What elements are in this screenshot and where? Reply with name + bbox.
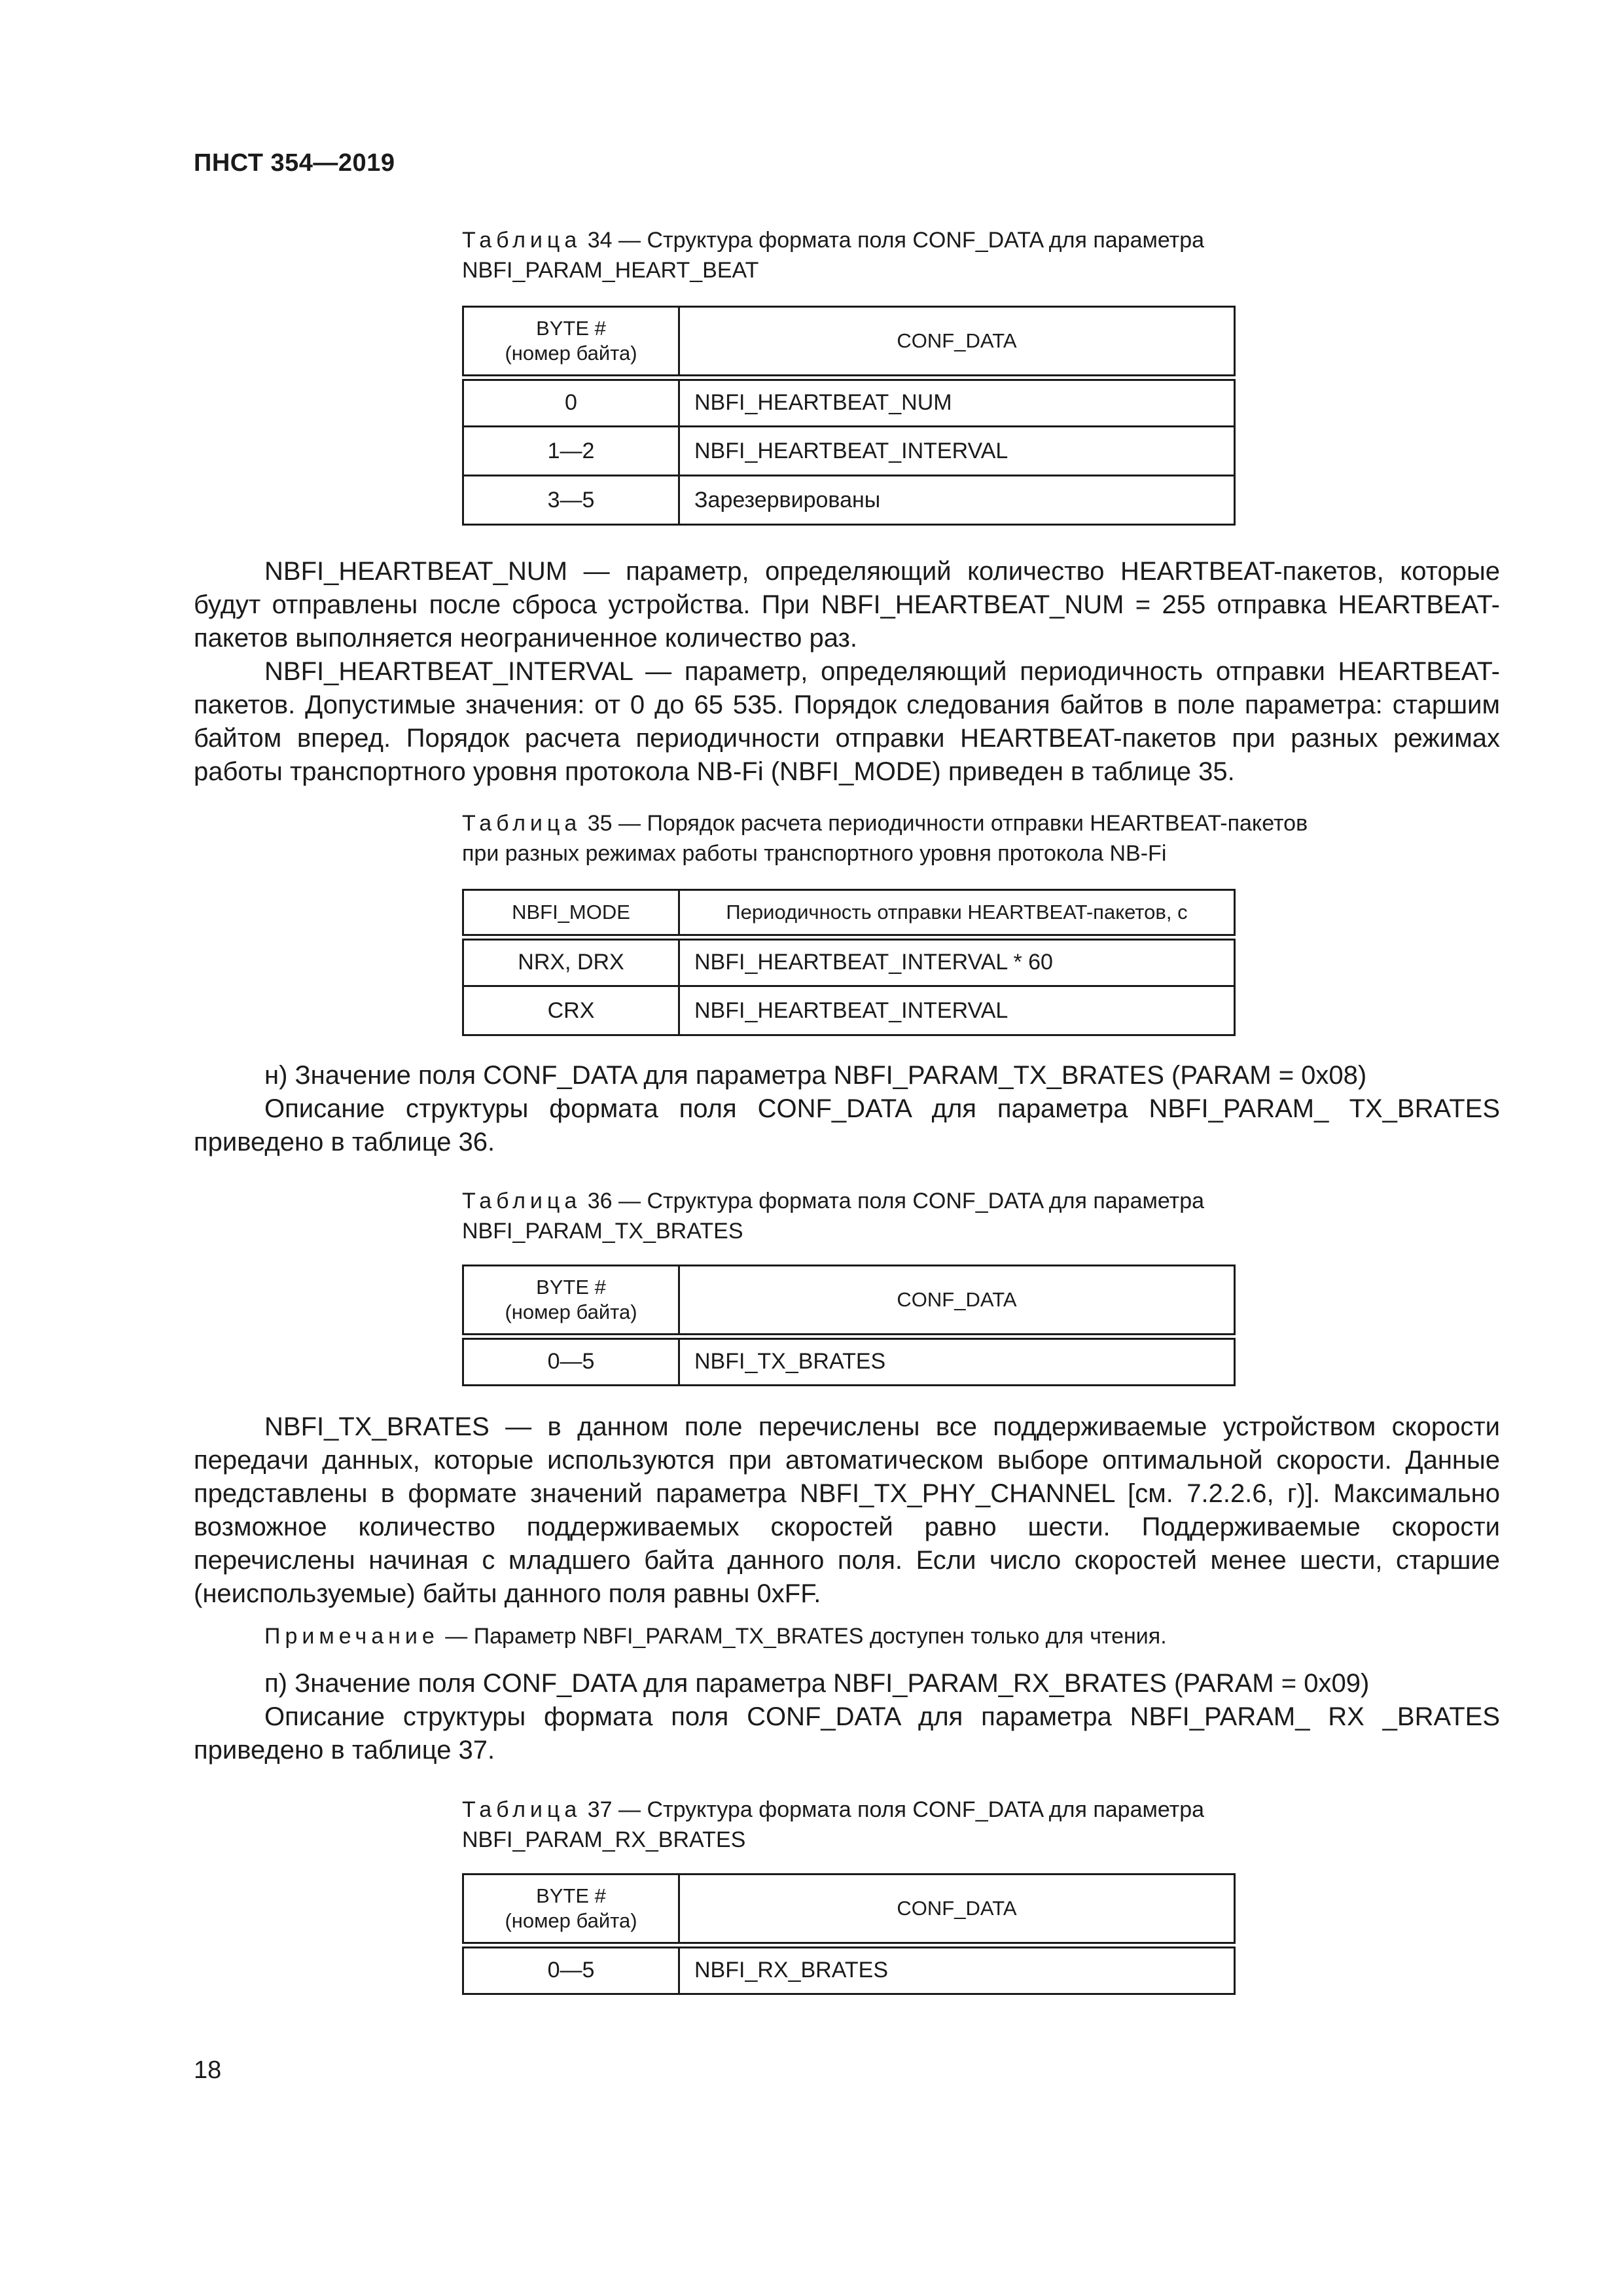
table-36 [462,1265,1236,1386]
paragraph: NBFI_HEARTBEAT_INTERVAL — параметр, определяющий периодичность отправки HEARTBEAT-пакетов. Допустимые значения: от 0 до 65 535. Порядок следования байтов в поле параметра: старшим байтом вперед. Порядок расчета периодичности отправки HEARTBEAT-пакетов при разных режимах работы транспортного уровня протокола NB-Fi (NBFI_MODE) приведен в таблице 35. [194,657,1500,786]
table-caption-label: Таблица [462,228,582,253]
header-text: BYTE # [536,316,606,340]
cell-value: NBFI_RX_BRATES [679,1945,1235,1994]
text-block-tx-brates-desc [194,1410,1500,1611]
note-text: — Параметр NBFI_PARAM_TX_BRATES доступен только для чтения. [445,1624,1167,1649]
paragraph: NBFI_HEARTBEAT_NUM — параметр, определяющий количество HEARTBEAT-пакетов, которые будут отправлены после сброса устройства. При NBFI_HEARTBEAT_NUM = 255 отправка HEARTBEAT-пакетов выполняется неограниченное количество раз. [194,557,1500,653]
header-text: (номер байта) [505,1909,637,1932]
header-text: BYTE # [536,1275,606,1299]
cell-byte: 1—2 [463,427,679,476]
header-cell-conf-data: CONF_DATA [679,1266,1235,1336]
header-text: (номер байта) [505,341,637,365]
table-37 [462,1873,1236,1995]
table-header-row [463,890,1235,937]
header-cell-byte [463,1266,679,1336]
paragraph: NBFI_TX_BRATES — в данном поле перечислены все поддерживаемые устройством скорости передачи данных, которые используются при автоматическом выборе оптимальной скорости. Данные представлены в формате значений параметра NBFI_TX_PHY_CHANNEL [см. 7.2.2.6, г)]. Максимально возможное количество поддерживаемых скоростей равно шести. Поддерживаемые скорости перечислены начиная с младшего байта данного поля. Если число скоростей менее шести, старшие (неиспользуемые) байты данного поля равны 0xFF. [194,1412,1500,1608]
table-row [463,1945,1235,1994]
table-37-caption [462,1795,1313,1855]
paragraph: Описание структуры формата поля CONF_DATA для параметра NBFI_PARAM_ RX _BRATES приведено в таблице 37. [194,1702,1500,1765]
cell-byte: 0 [463,378,679,427]
table-row [463,476,1235,525]
table-caption-label: Таблица [462,1189,582,1213]
cell-value: NBFI_HEARTBEAT_INTERVAL [679,986,1235,1035]
text-block-heartbeat [194,555,1500,789]
table-header-row [463,1266,1235,1336]
table-caption-text: NBFI_PARAM_TX_BRATES [462,1219,743,1244]
table-caption-text: NBFI_PARAM_HEART_BEAT [462,258,759,283]
table-caption-text: 37 — Структура формата поля CONF_DATA для параметра [587,1797,1205,1822]
cell-value: NBFI_HEARTBEAT_NUM [679,378,1235,427]
table-35-caption [462,808,1313,869]
paragraph: н) Значение поля CONF_DATA для параметра NBFI_PARAM_TX_BRATES (PARAM = 0x08) [264,1061,1367,1090]
cell-value: NBFI_TX_BRATES [679,1336,1235,1386]
paragraph: Описание структуры формата поля CONF_DATA для параметра NBFI_PARAM_ TX_BRATES приведено в таблице 36. [194,1094,1500,1157]
cell-value: NBFI_HEARTBEAT_INTERVAL [679,427,1235,476]
table-header-row [463,307,1235,378]
note [264,1621,1500,1651]
text-block-rx-brates-intro [194,1667,1500,1767]
table-row [463,1336,1235,1386]
table-35 [462,889,1236,1036]
table-row [463,378,1235,427]
table-caption-text: 35 — Порядок расчета периодичности отправки HEARTBEAT-пакетов [587,811,1308,836]
table-row [463,937,1235,986]
table-34 [462,306,1236,526]
header-cell-period: Периодичность отправки HEARTBEAT-пакетов, с [679,890,1235,937]
cell-mode: NRX, DRX [463,937,679,986]
cell-byte: 0—5 [463,1336,679,1386]
table-caption-text: при разных режимах работы транспортного уровня протокола NB-Fi [462,841,1167,866]
note-label: Примечание [264,1624,439,1649]
header-cell-conf-data: CONF_DATA [679,1874,1235,1945]
table-36-caption [462,1186,1313,1246]
table-caption-label: Таблица [462,811,582,836]
cell-value: Зарезервированы [679,476,1235,525]
table-header-row [463,1874,1235,1945]
cell-byte: 3—5 [463,476,679,525]
document-id: ПНСТ 354—2019 [194,149,395,177]
header-cell-byte [463,1874,679,1945]
cell-byte: 0—5 [463,1945,679,1994]
table-row [463,427,1235,476]
header-text: BYTE # [536,1884,606,1907]
page-number: 18 [194,2056,222,2084]
cell-mode: CRX [463,986,679,1035]
paragraph: п) Значение поля CONF_DATA для параметра NBFI_PARAM_RX_BRATES (PARAM = 0x09) [264,1669,1370,1698]
table-caption-text: 34 — Структура формата поля CONF_DATA для параметра [587,228,1205,253]
table-caption-text: NBFI_PARAM_RX_BRATES [462,1827,746,1852]
table-34-caption [462,225,1313,285]
table-caption-text: 36 — Структура формата поля CONF_DATA для параметра [587,1189,1205,1213]
header-cell-conf-data: CONF_DATA [679,307,1235,378]
text-block-tx-brates-intro [194,1059,1500,1159]
header-text: (номер байта) [505,1300,637,1323]
header-cell-mode: NBFI_MODE [463,890,679,937]
table-row [463,986,1235,1035]
header-cell-byte [463,307,679,378]
cell-value: NBFI_HEARTBEAT_INTERVAL * 60 [679,937,1235,986]
table-caption-label: Таблица [462,1797,582,1822]
